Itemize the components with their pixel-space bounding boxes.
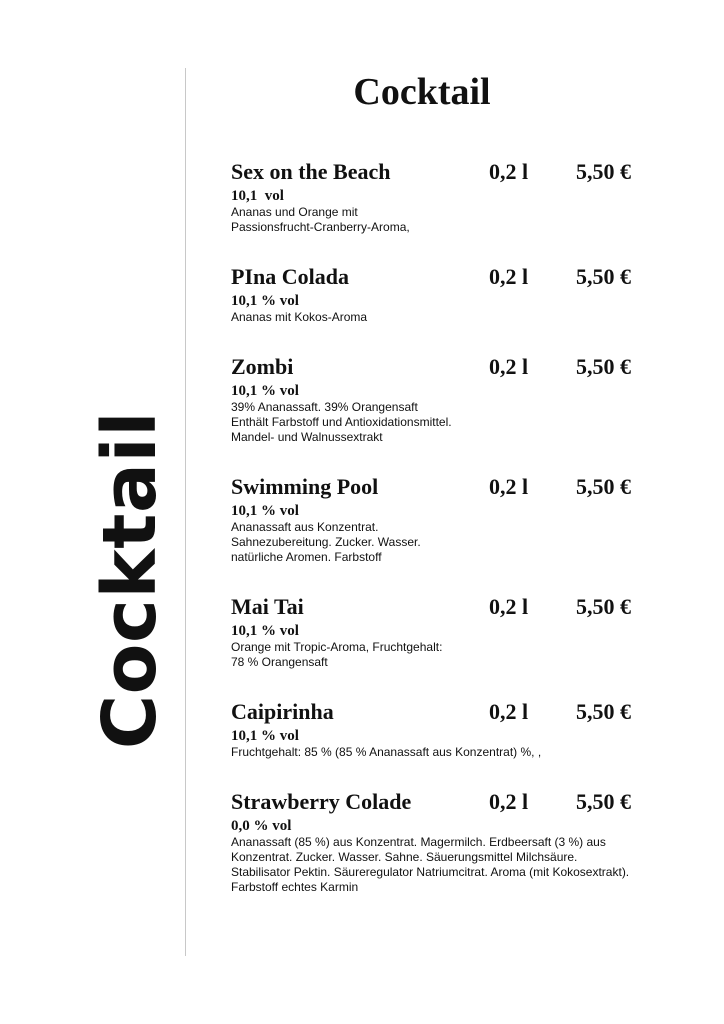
item-abv: 10,1 % vol [231, 293, 299, 309]
item-volume: 0,2 l [489, 474, 529, 499]
item-name: Swimming Pool [231, 474, 379, 499]
item-price: 5,50 € [576, 699, 631, 724]
page-title: Cocktail [353, 71, 491, 113]
item-name: Sex on the Beach [231, 159, 391, 184]
menu-item-swimming-pool [231, 473, 671, 565]
item-price: 5,50 € [576, 159, 631, 184]
item-name: Strawberry Colade [231, 789, 412, 814]
item-description: Ananas und Orange mit Passionsfrucht-Cranberry-Aroma, [231, 205, 410, 234]
item-name: PIna Colada [231, 264, 349, 289]
vertical-divider [185, 68, 186, 956]
item-volume: 0,2 l [489, 159, 529, 184]
item-volume: 0,2 l [489, 789, 529, 814]
item-price: 5,50 € [576, 354, 631, 379]
item-volume: 0,2 l [489, 264, 529, 289]
item-name: Zombi [231, 354, 294, 379]
item-abv: 10,1 % vol [231, 383, 299, 399]
item-volume: 0,2 l [489, 354, 529, 379]
menu-item-strawberry-colade [231, 788, 671, 895]
item-price: 5,50 € [576, 264, 631, 289]
item-volume: 0,2 l [489, 594, 529, 619]
item-abv: 10,1 % vol [231, 728, 299, 744]
menu-item-mai-tai [231, 593, 671, 670]
side-title: Cocktail [87, 410, 173, 750]
item-price: 5,50 € [576, 789, 631, 814]
item-name: Caipirinha [231, 699, 334, 724]
item-price: 5,50 € [576, 474, 631, 499]
menu-item-sex-on-the-beach [231, 158, 671, 235]
item-description: Ananassaft aus Konzentrat. Sahnezubereitung. Zucker. Wasser. natürliche Aromen. Farbstoff [231, 520, 421, 564]
item-name: Mai Tai [231, 594, 304, 619]
item-description: Fruchtgehalt: 85 % (85 % Ananassaft aus Konzentrat) %, , [231, 745, 542, 759]
menu-item-pina-colada [231, 263, 671, 325]
item-price: 5,50 € [576, 594, 631, 619]
item-abv: 10,1 % vol [231, 623, 299, 639]
menu-item-zombi [231, 353, 671, 445]
item-description: 39% Ananassaft. 39% Orangensaft Enthält Farbstoff und Antioxidationsmittel. Mandel- und Walnussextrakt [231, 400, 452, 444]
item-abv: 10,1 % vol [231, 503, 299, 519]
item-volume: 0,2 l [489, 699, 529, 724]
menu-item-caipirinha [231, 698, 671, 760]
item-description: Ananassaft (85 %) aus Konzentrat. Magermilch. Erdbeersaft (3 %) aus Konzentrat. Zucker. Wasser. Sahne. Säuerungsmittel Milchsäure. Stabilisator Pektin. Säureregulator Natriumcitrat. Aroma (mit Kokosextrakt). Farbstoff echtes Karmin [231, 835, 630, 894]
item-description: Ananas mit Kokos-Aroma [231, 310, 368, 324]
item-abv: 10,1 vol [231, 188, 284, 204]
item-abv: 0,0 % vol [231, 818, 292, 834]
item-description: Orange mit Tropic-Aroma, Fruchtgehalt: 78 % Orangensaft [231, 640, 443, 669]
